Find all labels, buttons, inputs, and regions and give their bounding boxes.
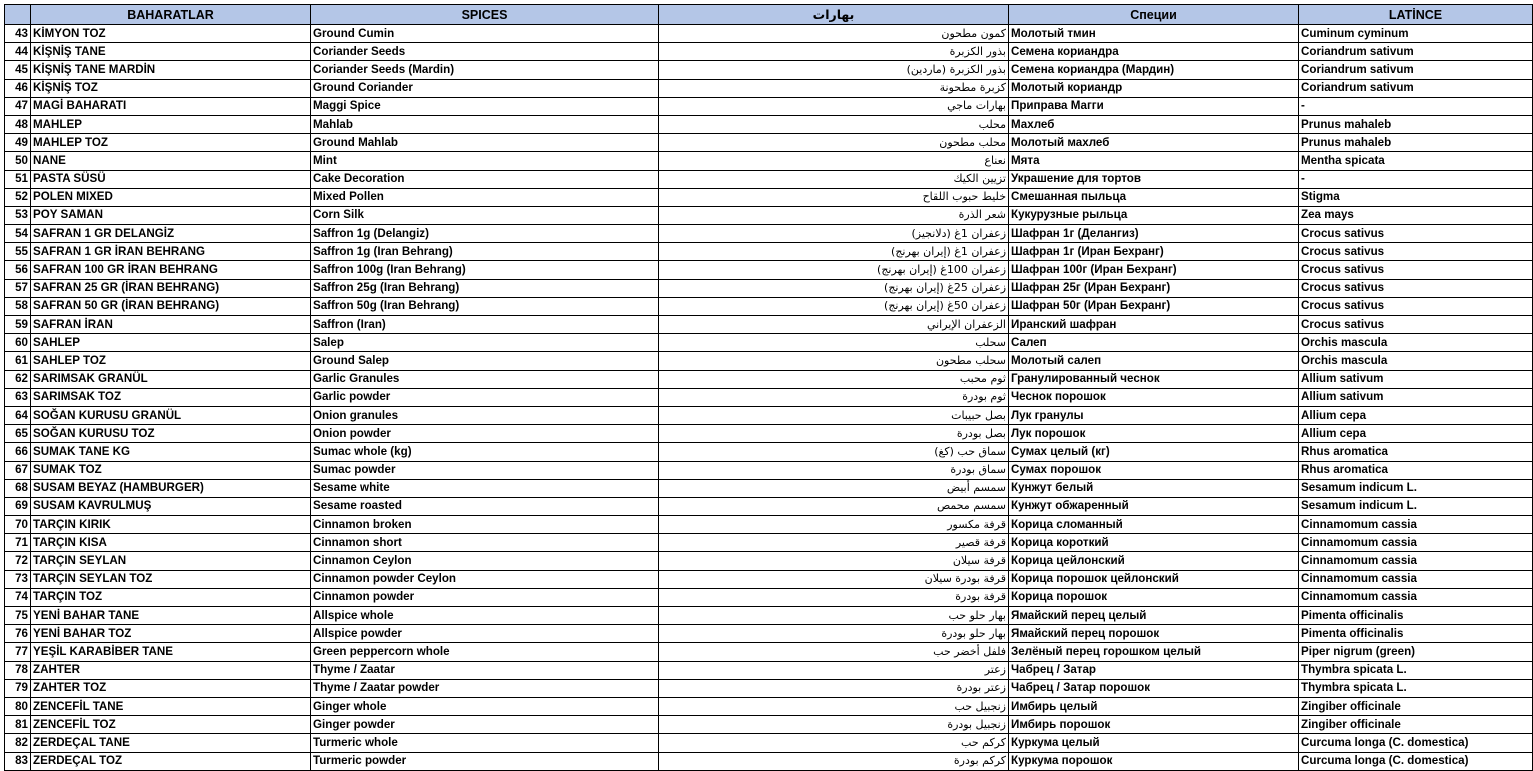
russian-name: Семена кориандра	[1009, 43, 1299, 61]
row-number: 81	[5, 716, 31, 734]
table-row	[5, 388, 1533, 406]
russian-name: Мята	[1009, 152, 1299, 170]
turkish-name: ZERDEÇAL TANE	[31, 734, 311, 752]
english-name: Green peppercorn whole	[311, 643, 659, 661]
row-number: 63	[5, 388, 31, 406]
english-name: Saffron 100g (Iran Behrang)	[311, 261, 659, 279]
russian-name: Шафран 100г (Иран Бехранг)	[1009, 261, 1299, 279]
russian-name: Корица порошок цейлонский	[1009, 570, 1299, 588]
latin-name: Piper nigrum (green)	[1299, 643, 1533, 661]
russian-name: Шафран 1г (Иран Бехранг)	[1009, 243, 1299, 261]
row-number: 70	[5, 516, 31, 534]
row-number: 49	[5, 134, 31, 152]
arabic-name: شعر الذرة	[659, 206, 1009, 224]
row-number: 45	[5, 61, 31, 79]
russian-name: Салеп	[1009, 334, 1299, 352]
latin-name: Cinnamomum cassia	[1299, 516, 1533, 534]
table-row	[5, 261, 1533, 279]
turkish-name: TARÇIN TOZ	[31, 588, 311, 606]
header-english: SPICES	[311, 5, 659, 25]
english-name: Turmeric whole	[311, 734, 659, 752]
latin-name: Mentha spicata	[1299, 152, 1533, 170]
row-number: 56	[5, 261, 31, 279]
row-number: 57	[5, 279, 31, 297]
table-row	[5, 461, 1533, 479]
table-row	[5, 643, 1533, 661]
latin-name: Orchis mascula	[1299, 334, 1533, 352]
turkish-name: ZERDEÇAL TOZ	[31, 752, 311, 770]
turkish-name: SOĞAN KURUSU TOZ	[31, 425, 311, 443]
table-row	[5, 115, 1533, 133]
turkish-name: YENİ BAHAR TANE	[31, 607, 311, 625]
arabic-name: سماق بودرة	[659, 461, 1009, 479]
russian-name: Куркума целый	[1009, 734, 1299, 752]
english-name: Mixed Pollen	[311, 188, 659, 206]
arabic-name: زعتر	[659, 661, 1009, 679]
latin-name: Sesamum indicum L.	[1299, 497, 1533, 515]
arabic-name: قرفة بودرة	[659, 588, 1009, 606]
table-body	[5, 25, 1533, 771]
table-row	[5, 697, 1533, 715]
row-number: 75	[5, 607, 31, 625]
latin-name: Orchis mascula	[1299, 352, 1533, 370]
english-name: Garlic powder	[311, 388, 659, 406]
table-row	[5, 206, 1533, 224]
english-name: Saffron 25g (Iran Behrang)	[311, 279, 659, 297]
english-name: Allspice whole	[311, 607, 659, 625]
arabic-name: سحلب مطحون	[659, 352, 1009, 370]
table-row	[5, 152, 1533, 170]
row-number: 60	[5, 334, 31, 352]
arabic-name: بذور الكزبرة (ماردين)	[659, 61, 1009, 79]
latin-name: Coriandrum sativum	[1299, 79, 1533, 97]
arabic-name: قرفة بودرة سيلان	[659, 570, 1009, 588]
latin-name: Zea mays	[1299, 206, 1533, 224]
latin-name: Allium sativum	[1299, 370, 1533, 388]
latin-name: Coriandrum sativum	[1299, 61, 1533, 79]
russian-name: Махлеб	[1009, 115, 1299, 133]
english-name: Cinnamon powder	[311, 588, 659, 606]
spice-table	[4, 4, 1533, 771]
latin-name: Coriandrum sativum	[1299, 43, 1533, 61]
row-number: 74	[5, 588, 31, 606]
russian-name: Ямайский перец целый	[1009, 607, 1299, 625]
latin-name: -	[1299, 170, 1533, 188]
table-row	[5, 352, 1533, 370]
turkish-name: SAFRAN 1 GR DELANGİZ	[31, 225, 311, 243]
russian-name: Зелёный перец горошком целый	[1009, 643, 1299, 661]
latin-name: Thymbra spicata L.	[1299, 661, 1533, 679]
latin-name: Crocus sativus	[1299, 297, 1533, 315]
table-row	[5, 188, 1533, 206]
row-number: 43	[5, 25, 31, 43]
turkish-name: SUSAM BEYAZ (HAMBURGER)	[31, 479, 311, 497]
english-name: Ginger powder	[311, 716, 659, 734]
english-name: Sumac whole (kg)	[311, 443, 659, 461]
row-number: 61	[5, 352, 31, 370]
turkish-name: SARIMSAK TOZ	[31, 388, 311, 406]
table-row	[5, 716, 1533, 734]
latin-name: Pimenta officinalis	[1299, 625, 1533, 643]
table-row	[5, 479, 1533, 497]
latin-name: -	[1299, 97, 1533, 115]
arabic-name: قرفة قصير	[659, 534, 1009, 552]
english-name: Cinnamon Ceylon	[311, 552, 659, 570]
russian-name: Украшение для тортов	[1009, 170, 1299, 188]
english-name: Cinnamon broken	[311, 516, 659, 534]
turkish-name: SAFRAN 100 GR İRAN BEHRANG	[31, 261, 311, 279]
english-name: Saffron (Iran)	[311, 316, 659, 334]
arabic-name: محلب	[659, 115, 1009, 133]
english-name: Mahlab	[311, 115, 659, 133]
russian-name: Кунжут обжаренный	[1009, 497, 1299, 515]
row-number: 83	[5, 752, 31, 770]
turkish-name: ZAHTER	[31, 661, 311, 679]
english-name: Saffron 1g (Iran Behrang)	[311, 243, 659, 261]
arabic-name: قرفة سيلان	[659, 552, 1009, 570]
english-name: Coriander Seeds (Mardin)	[311, 61, 659, 79]
row-number: 77	[5, 643, 31, 661]
arabic-name: زنجبيل بودرة	[659, 716, 1009, 734]
turkish-name: SAFRAN İRAN	[31, 316, 311, 334]
english-name: Saffron 1g (Delangiz)	[311, 225, 659, 243]
latin-name: Curcuma longa (C. domestica)	[1299, 752, 1533, 770]
table-row	[5, 279, 1533, 297]
table-row	[5, 588, 1533, 606]
row-number: 82	[5, 734, 31, 752]
latin-name: Allium sativum	[1299, 388, 1533, 406]
latin-name: Allium cepa	[1299, 425, 1533, 443]
english-name: Ground Salep	[311, 352, 659, 370]
english-name: Cake Decoration	[311, 170, 659, 188]
table-row	[5, 316, 1533, 334]
russian-name: Чабрец / Затар порошок	[1009, 679, 1299, 697]
russian-name: Молотый кориандр	[1009, 79, 1299, 97]
turkish-name: SOĞAN KURUSU GRANÜL	[31, 406, 311, 424]
russian-name: Чеснок порошок	[1009, 388, 1299, 406]
turkish-name: ZENCEFİL TOZ	[31, 716, 311, 734]
arabic-name: زنجبيل حب	[659, 697, 1009, 715]
russian-name: Шафран 50г (Иран Бехранг)	[1009, 297, 1299, 315]
latin-name: Crocus sativus	[1299, 316, 1533, 334]
turkish-name: MAGİ BAHARATI	[31, 97, 311, 115]
table-row	[5, 170, 1533, 188]
latin-name: Cuminum cyminum	[1299, 25, 1533, 43]
english-name: Cinnamon powder Ceylon	[311, 570, 659, 588]
russian-name: Корица порошок	[1009, 588, 1299, 606]
arabic-name: بصل حبيبات	[659, 406, 1009, 424]
english-name: Onion granules	[311, 406, 659, 424]
russian-name: Кукурузные рыльца	[1009, 206, 1299, 224]
table-row	[5, 43, 1533, 61]
russian-name: Молотый махлеб	[1009, 134, 1299, 152]
arabic-name: زعتر بودرة	[659, 679, 1009, 697]
latin-name: Crocus sativus	[1299, 243, 1533, 261]
turkish-name: SAHLEP TOZ	[31, 352, 311, 370]
row-number: 54	[5, 225, 31, 243]
english-name: Ground Mahlab	[311, 134, 659, 152]
russian-name: Лук гранулы	[1009, 406, 1299, 424]
latin-name: Rhus aromatica	[1299, 443, 1533, 461]
english-name: Sumac powder	[311, 461, 659, 479]
latin-name: Cinnamomum cassia	[1299, 588, 1533, 606]
table-row	[5, 370, 1533, 388]
row-number: 53	[5, 206, 31, 224]
latin-name: Thymbra spicata L.	[1299, 679, 1533, 697]
turkish-name: NANE	[31, 152, 311, 170]
latin-name: Zingiber officinale	[1299, 716, 1533, 734]
turkish-name: ZENCEFİL TANE	[31, 697, 311, 715]
table-row	[5, 734, 1533, 752]
latin-name: Curcuma longa (C. domestica)	[1299, 734, 1533, 752]
turkish-name: MAHLEP	[31, 115, 311, 133]
table-row	[5, 134, 1533, 152]
russian-name: Шафран 25г (Иран Бехранг)	[1009, 279, 1299, 297]
arabic-name: كركم بودرة	[659, 752, 1009, 770]
english-name: Sesame white	[311, 479, 659, 497]
russian-name: Иранский шафран	[1009, 316, 1299, 334]
english-name: Thyme / Zaatar powder	[311, 679, 659, 697]
arabic-name: كركم حب	[659, 734, 1009, 752]
russian-name: Сумах порошок	[1009, 461, 1299, 479]
english-name: Corn Silk	[311, 206, 659, 224]
row-number: 80	[5, 697, 31, 715]
russian-name: Лук порошок	[1009, 425, 1299, 443]
row-number: 64	[5, 406, 31, 424]
latin-name: Prunus mahaleb	[1299, 134, 1533, 152]
table-row	[5, 570, 1533, 588]
table-row	[5, 534, 1533, 552]
russian-name: Чабрец / Затар	[1009, 661, 1299, 679]
turkish-name: SAHLEP	[31, 334, 311, 352]
russian-name: Семена кориандра (Мардин)	[1009, 61, 1299, 79]
turkish-name: SUSAM KAVRULMUŞ	[31, 497, 311, 515]
header-latin: LATİNCE	[1299, 5, 1533, 25]
table-row	[5, 225, 1533, 243]
arabic-name: ثوم محبب	[659, 370, 1009, 388]
arabic-name: سحلب	[659, 334, 1009, 352]
russian-name: Имбирь порошок	[1009, 716, 1299, 734]
turkish-name: KİŞNİŞ TANE MARDİN	[31, 61, 311, 79]
row-number: 47	[5, 97, 31, 115]
arabic-name: كمون مطحون	[659, 25, 1009, 43]
arabic-name: نعناع	[659, 152, 1009, 170]
row-number: 50	[5, 152, 31, 170]
latin-name: Stigma	[1299, 188, 1533, 206]
russian-name: Приправа Магги	[1009, 97, 1299, 115]
english-name: Cinnamon short	[311, 534, 659, 552]
table-row	[5, 607, 1533, 625]
arabic-name: بذور الكزبرة	[659, 43, 1009, 61]
latin-name: Allium cepa	[1299, 406, 1533, 424]
turkish-name: KİMYON TOZ	[31, 25, 311, 43]
turkish-name: MAHLEP TOZ	[31, 134, 311, 152]
english-name: Allspice powder	[311, 625, 659, 643]
russian-name: Гранулированный чеснок	[1009, 370, 1299, 388]
arabic-name: محلب مطحون	[659, 134, 1009, 152]
latin-name: Prunus mahaleb	[1299, 115, 1533, 133]
turkish-name: TARÇIN KIRIK	[31, 516, 311, 534]
table-row	[5, 516, 1533, 534]
row-number: 51	[5, 170, 31, 188]
turkish-name: TARÇIN KISA	[31, 534, 311, 552]
turkish-name: ZAHTER TOZ	[31, 679, 311, 697]
latin-name: Rhus aromatica	[1299, 461, 1533, 479]
latin-name: Cinnamomum cassia	[1299, 570, 1533, 588]
turkish-name: SUMAK TOZ	[31, 461, 311, 479]
arabic-name: سمسم أبيض	[659, 479, 1009, 497]
table-row	[5, 406, 1533, 424]
english-name: Ground Coriander	[311, 79, 659, 97]
arabic-name: بهار حلو حب	[659, 607, 1009, 625]
russian-name: Сумах целый (кг)	[1009, 443, 1299, 461]
arabic-name: قرفة مكسور	[659, 516, 1009, 534]
row-number: 71	[5, 534, 31, 552]
row-number: 62	[5, 370, 31, 388]
table-row	[5, 25, 1533, 43]
russian-name: Молотый тмин	[1009, 25, 1299, 43]
row-number: 65	[5, 425, 31, 443]
english-name: Turmeric powder	[311, 752, 659, 770]
russian-name: Корица сломанный	[1009, 516, 1299, 534]
english-name: Sesame roasted	[311, 497, 659, 515]
row-number: 72	[5, 552, 31, 570]
row-number: 59	[5, 316, 31, 334]
table-row	[5, 297, 1533, 315]
english-name: Garlic Granules	[311, 370, 659, 388]
turkish-name: YENİ BAHAR TOZ	[31, 625, 311, 643]
row-number: 58	[5, 297, 31, 315]
turkish-name: SAFRAN 50 GR (İRAN BEHRANG)	[31, 297, 311, 315]
header-row	[5, 5, 1533, 25]
row-number: 48	[5, 115, 31, 133]
row-number: 44	[5, 43, 31, 61]
russian-name: Ямайский перец порошок	[1009, 625, 1299, 643]
table-row	[5, 661, 1533, 679]
arabic-name: زعفران 25غ (إيران بهرنج)	[659, 279, 1009, 297]
latin-name: Crocus sativus	[1299, 225, 1533, 243]
table-row	[5, 679, 1533, 697]
table-row	[5, 97, 1533, 115]
latin-name: Zingiber officinale	[1299, 697, 1533, 715]
english-name: Salep	[311, 334, 659, 352]
row-number: 52	[5, 188, 31, 206]
english-name: Mint	[311, 152, 659, 170]
table-row	[5, 61, 1533, 79]
turkish-name: SARIMSAK GRANÜL	[31, 370, 311, 388]
row-number: 46	[5, 79, 31, 97]
russian-name: Молотый салеп	[1009, 352, 1299, 370]
row-number: 79	[5, 679, 31, 697]
row-number: 68	[5, 479, 31, 497]
arabic-name: فلفل أخضر حب	[659, 643, 1009, 661]
latin-name: Sesamum indicum L.	[1299, 479, 1533, 497]
arabic-name: خليط حبوب اللقاح	[659, 188, 1009, 206]
arabic-name: زعفران 100غ (إيران بهرنج)	[659, 261, 1009, 279]
turkish-name: POY SAMAN	[31, 206, 311, 224]
table-row	[5, 552, 1533, 570]
russian-name: Смешанная пыльца	[1009, 188, 1299, 206]
arabic-name: زعفران 1غ (إيران بهرنج)	[659, 243, 1009, 261]
table-row	[5, 425, 1533, 443]
table-row	[5, 79, 1533, 97]
row-number: 67	[5, 461, 31, 479]
table-row	[5, 443, 1533, 461]
header-russian: Специи	[1009, 5, 1299, 25]
english-name: Maggi Spice	[311, 97, 659, 115]
table-row	[5, 625, 1533, 643]
russian-name: Шафран 1г (Делангиз)	[1009, 225, 1299, 243]
latin-name: Cinnamomum cassia	[1299, 552, 1533, 570]
header-arabic: بهارات	[659, 5, 1009, 25]
russian-name: Имбирь целый	[1009, 697, 1299, 715]
latin-name: Crocus sativus	[1299, 279, 1533, 297]
turkish-name: SAFRAN 25 GR (İRAN BEHRANG)	[31, 279, 311, 297]
arabic-name: زعفران 1غ (دلانجيز)	[659, 225, 1009, 243]
russian-name: Корица короткий	[1009, 534, 1299, 552]
row-number: 76	[5, 625, 31, 643]
latin-name: Pimenta officinalis	[1299, 607, 1533, 625]
arabic-name: ثوم بودرة	[659, 388, 1009, 406]
table-row	[5, 243, 1533, 261]
turkish-name: KİŞNİŞ TANE	[31, 43, 311, 61]
turkish-name: TARÇIN SEYLAN	[31, 552, 311, 570]
arabic-name: سمسم محمص	[659, 497, 1009, 515]
english-name: Ginger whole	[311, 697, 659, 715]
header-number	[5, 5, 31, 25]
russian-name: Корица цейлонский	[1009, 552, 1299, 570]
arabic-name: زعفران 50غ (إيران بهرنج)	[659, 297, 1009, 315]
english-name: Ground Cumin	[311, 25, 659, 43]
arabic-name: بهارات ماجي	[659, 97, 1009, 115]
arabic-name: الزعفران الإيراني	[659, 316, 1009, 334]
arabic-name: بصل بودرة	[659, 425, 1009, 443]
row-number: 66	[5, 443, 31, 461]
row-number: 78	[5, 661, 31, 679]
turkish-name: YEŞİL KARABİBER TANE	[31, 643, 311, 661]
arabic-name: بهار حلو بودرة	[659, 625, 1009, 643]
table-row	[5, 752, 1533, 770]
table-row	[5, 334, 1533, 352]
english-name: Onion powder	[311, 425, 659, 443]
english-name: Coriander Seeds	[311, 43, 659, 61]
turkish-name: SAFRAN 1 GR İRAN BEHRANG	[31, 243, 311, 261]
russian-name: Куркума порошок	[1009, 752, 1299, 770]
turkish-name: SUMAK TANE KG	[31, 443, 311, 461]
english-name: Thyme / Zaatar	[311, 661, 659, 679]
turkish-name: TARÇIN SEYLAN TOZ	[31, 570, 311, 588]
header-turkish: BAHARATLAR	[31, 5, 311, 25]
latin-name: Crocus sativus	[1299, 261, 1533, 279]
english-name: Saffron 50g (Iran Behrang)	[311, 297, 659, 315]
row-number: 73	[5, 570, 31, 588]
arabic-name: كزبرة مطحونة	[659, 79, 1009, 97]
turkish-name: POLEN MIXED	[31, 188, 311, 206]
russian-name: Кунжут белый	[1009, 479, 1299, 497]
row-number: 55	[5, 243, 31, 261]
turkish-name: PASTA SÜSÜ	[31, 170, 311, 188]
turkish-name: KİŞNİŞ TOZ	[31, 79, 311, 97]
table-row	[5, 497, 1533, 515]
arabic-name: تزيين الكيك	[659, 170, 1009, 188]
row-number: 69	[5, 497, 31, 515]
arabic-name: سماق حب (كغ)	[659, 443, 1009, 461]
latin-name: Cinnamomum cassia	[1299, 534, 1533, 552]
